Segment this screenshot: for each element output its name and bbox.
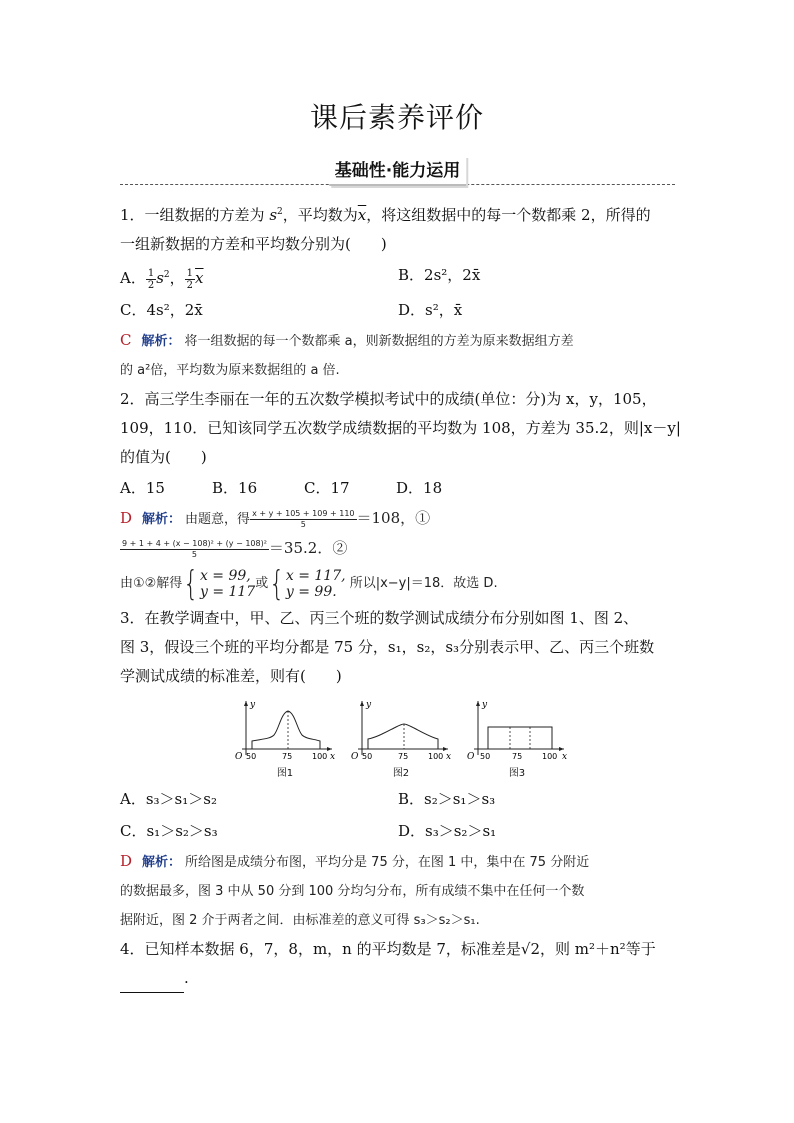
x-bar: $\overline{x}$ [357,206,367,224]
q2-option-a[interactable]: A．15 [120,479,165,497]
figure-1-plot [232,697,338,765]
figure-1-y-label: y [250,700,256,710]
figure-2-tick-50: 50 [362,752,373,761]
q3-stem-line-1: 3．在教学调查中，甲、乙、丙三个班的数学测试成绩分布分别如图 1、图 2、 [120,609,639,627]
q1-stem-line-1: 1．一组数据的方差为 $s^2$，平均数为$\overline{x}$，将这组数据中的每一个数都乘 2，所得的 [120,206,651,224]
q4-stem-line-1: 4．已知样本数据 6，7，8，m，n 的平均数是 7，标准差是√2，则 m²＋n²等于 [120,940,656,958]
question-3 [120,604,682,935]
figure-1-tick-50: 50 [246,752,257,761]
q1-options-row-1 [120,259,682,294]
q1-answer: C [120,331,132,349]
q2-fraction-2: $\frac{\text{9 + 1 + 4 + (x − 108)² + (y − 108)²}}{5}$ [122,539,267,559]
q3-answer: D [120,852,133,870]
figure-3-x-label: x [562,752,568,762]
q1-stem-line-2: 一组新数据的方差和平均数分别为( ) [120,235,387,253]
figure-2-plot [348,697,454,765]
q3-solution-label: 解析： [142,855,182,870]
q3-options-row-1 [120,783,682,815]
figure-1-tick-75: 75 [282,752,293,761]
q4-stem-line-2: . [120,964,682,993]
figure-3-tick-50: 50 [480,752,491,761]
section-header [120,154,675,186]
question-list [120,198,682,993]
figure-2-y-label: y [366,700,372,710]
q1-option-d[interactable]: D．s²，x̄ [398,301,463,319]
figure-3-caption: 图3 [508,768,526,779]
q3-stem-line-3: 学测试成绩的标准差，则有( ) [120,667,342,685]
figure-3-origin: O [467,752,475,762]
figure-3-y-label: y [482,700,488,710]
question-1 [120,198,682,385]
q1-option-c[interactable]: C．4s²，2x̄ [120,301,203,319]
q3-option-b[interactable]: B．s₂＞s₁＞s₃ [398,790,496,808]
q3-solution-line-1: D 解析： 所给图是成绩分布图，平均分是 75 分，在图 1 中，集中在 75 分附近 [120,852,590,870]
section-label: 基础性·能力运用 [329,156,466,186]
q1-solution-line-1: C 解析： 将一组数据的每一个数都乘 a，则新数据组的方差为原来数据组方差 [120,331,574,349]
q1-option-a[interactable]: A． $\frac{1}{2}$ $s^2$， $\frac{1}{2}$ $\overline{x}$ [120,267,204,291]
figure-1-caption: 图1 [276,768,294,779]
q2-fraction-1: $\frac{x + y + 105 + 109 + 110}{5}$ [252,509,355,529]
q2-solution-line-1: D 解析： 由题意，得 $\frac{x + y + 105 + 109 + 110}{5}$ ＝108，① [120,509,431,529]
figure-3 [464,697,570,779]
figure-1 [232,697,338,779]
figure-2-tick-100: 100 [428,752,444,761]
figure-2-caption: 图2 [392,768,410,779]
q1-solution-line-2: 的 a²倍，平均数为原来数据组的 a 倍. [120,363,340,378]
figure-1-tick-100: 100 [312,752,328,761]
q2-option-b[interactable]: B．16 [212,479,258,497]
q2-stem-line-3: 的值为( ) [120,448,207,466]
q3-figures [120,697,682,779]
q2-solution-line-3: 由①②解得{ x = 99, y = 117 或{ x = 117, y = 99. 所以|x−y|＝18．故选 D. [120,563,498,604]
question-4 [120,935,682,993]
figure-2 [348,697,454,779]
q3-option-d[interactable]: D．s₃＞s₂＞s₁ [398,822,497,840]
q2-solution-label: 解析： [142,512,182,527]
q1-options-row-2 [120,294,682,326]
q2-option-c[interactable]: C．17 [304,479,350,497]
q2-system-1: x = 99, y = 117 [199,567,256,600]
figure-1-origin: O [235,752,243,762]
q3-option-c[interactable]: C．s₁＞s₂＞s₃ [120,822,218,840]
q2-stem-line-2: 109，110．已知该同学五次数学成绩数据的平均数为 108，方差为 35.2，则|x－y| [120,419,681,437]
q1-solution-label: 解析： [141,334,181,349]
figure-2-x-label: x [446,752,452,762]
figure-2-origin: O [351,752,359,762]
q1-option-b[interactable]: B．2s²，2x̄ [398,266,481,284]
q2-stem-line-1: 2．高三学生李丽在一年的五次数学模拟考试中的成绩(单位：分)为 x，y，105， [120,390,657,408]
figure-2-tick-75: 75 [398,752,409,761]
q3-options-row-2 [120,815,682,847]
figure-1-x-label: x [330,752,336,762]
q3-option-a[interactable]: A．s₃＞s₁＞s₂ [120,790,217,808]
s-squared: s [269,206,278,224]
q3-solution-line-3: 据附近，图 2 介于两者之间．由标准差的意义可得 s₃＞s₂＞s₁. [120,913,480,928]
q2-solution-line-2: $\frac{\text{9 + 1 + 4 + (x − 108)² + (y − 108)²}}{5}$ ＝35.2．② [122,539,348,559]
figure-3-plot [464,697,570,765]
q2-system-2: x = 117, y = 99. [285,567,346,600]
question-2 [120,385,682,604]
q4-answer-blank[interactable] [120,976,184,993]
q2-option-d[interactable]: D．18 [396,479,443,497]
figure-3-tick-75: 75 [512,752,523,761]
q3-stem-line-2: 图 3，假设三个班的平均分都是 75 分，s₁，s₂，s₃分别表示甲、乙、丙三个班数 [120,638,655,656]
page-title: 课后素养评价 [309,101,484,134]
q2-answer: D [120,509,133,527]
q2-options [120,472,682,504]
q3-solution-line-2: 的数据最多，图 3 中从 50 分到 100 分均匀分布，所有成绩不集中在任何一个数 [120,884,585,899]
figure-3-tick-100: 100 [542,752,558,761]
